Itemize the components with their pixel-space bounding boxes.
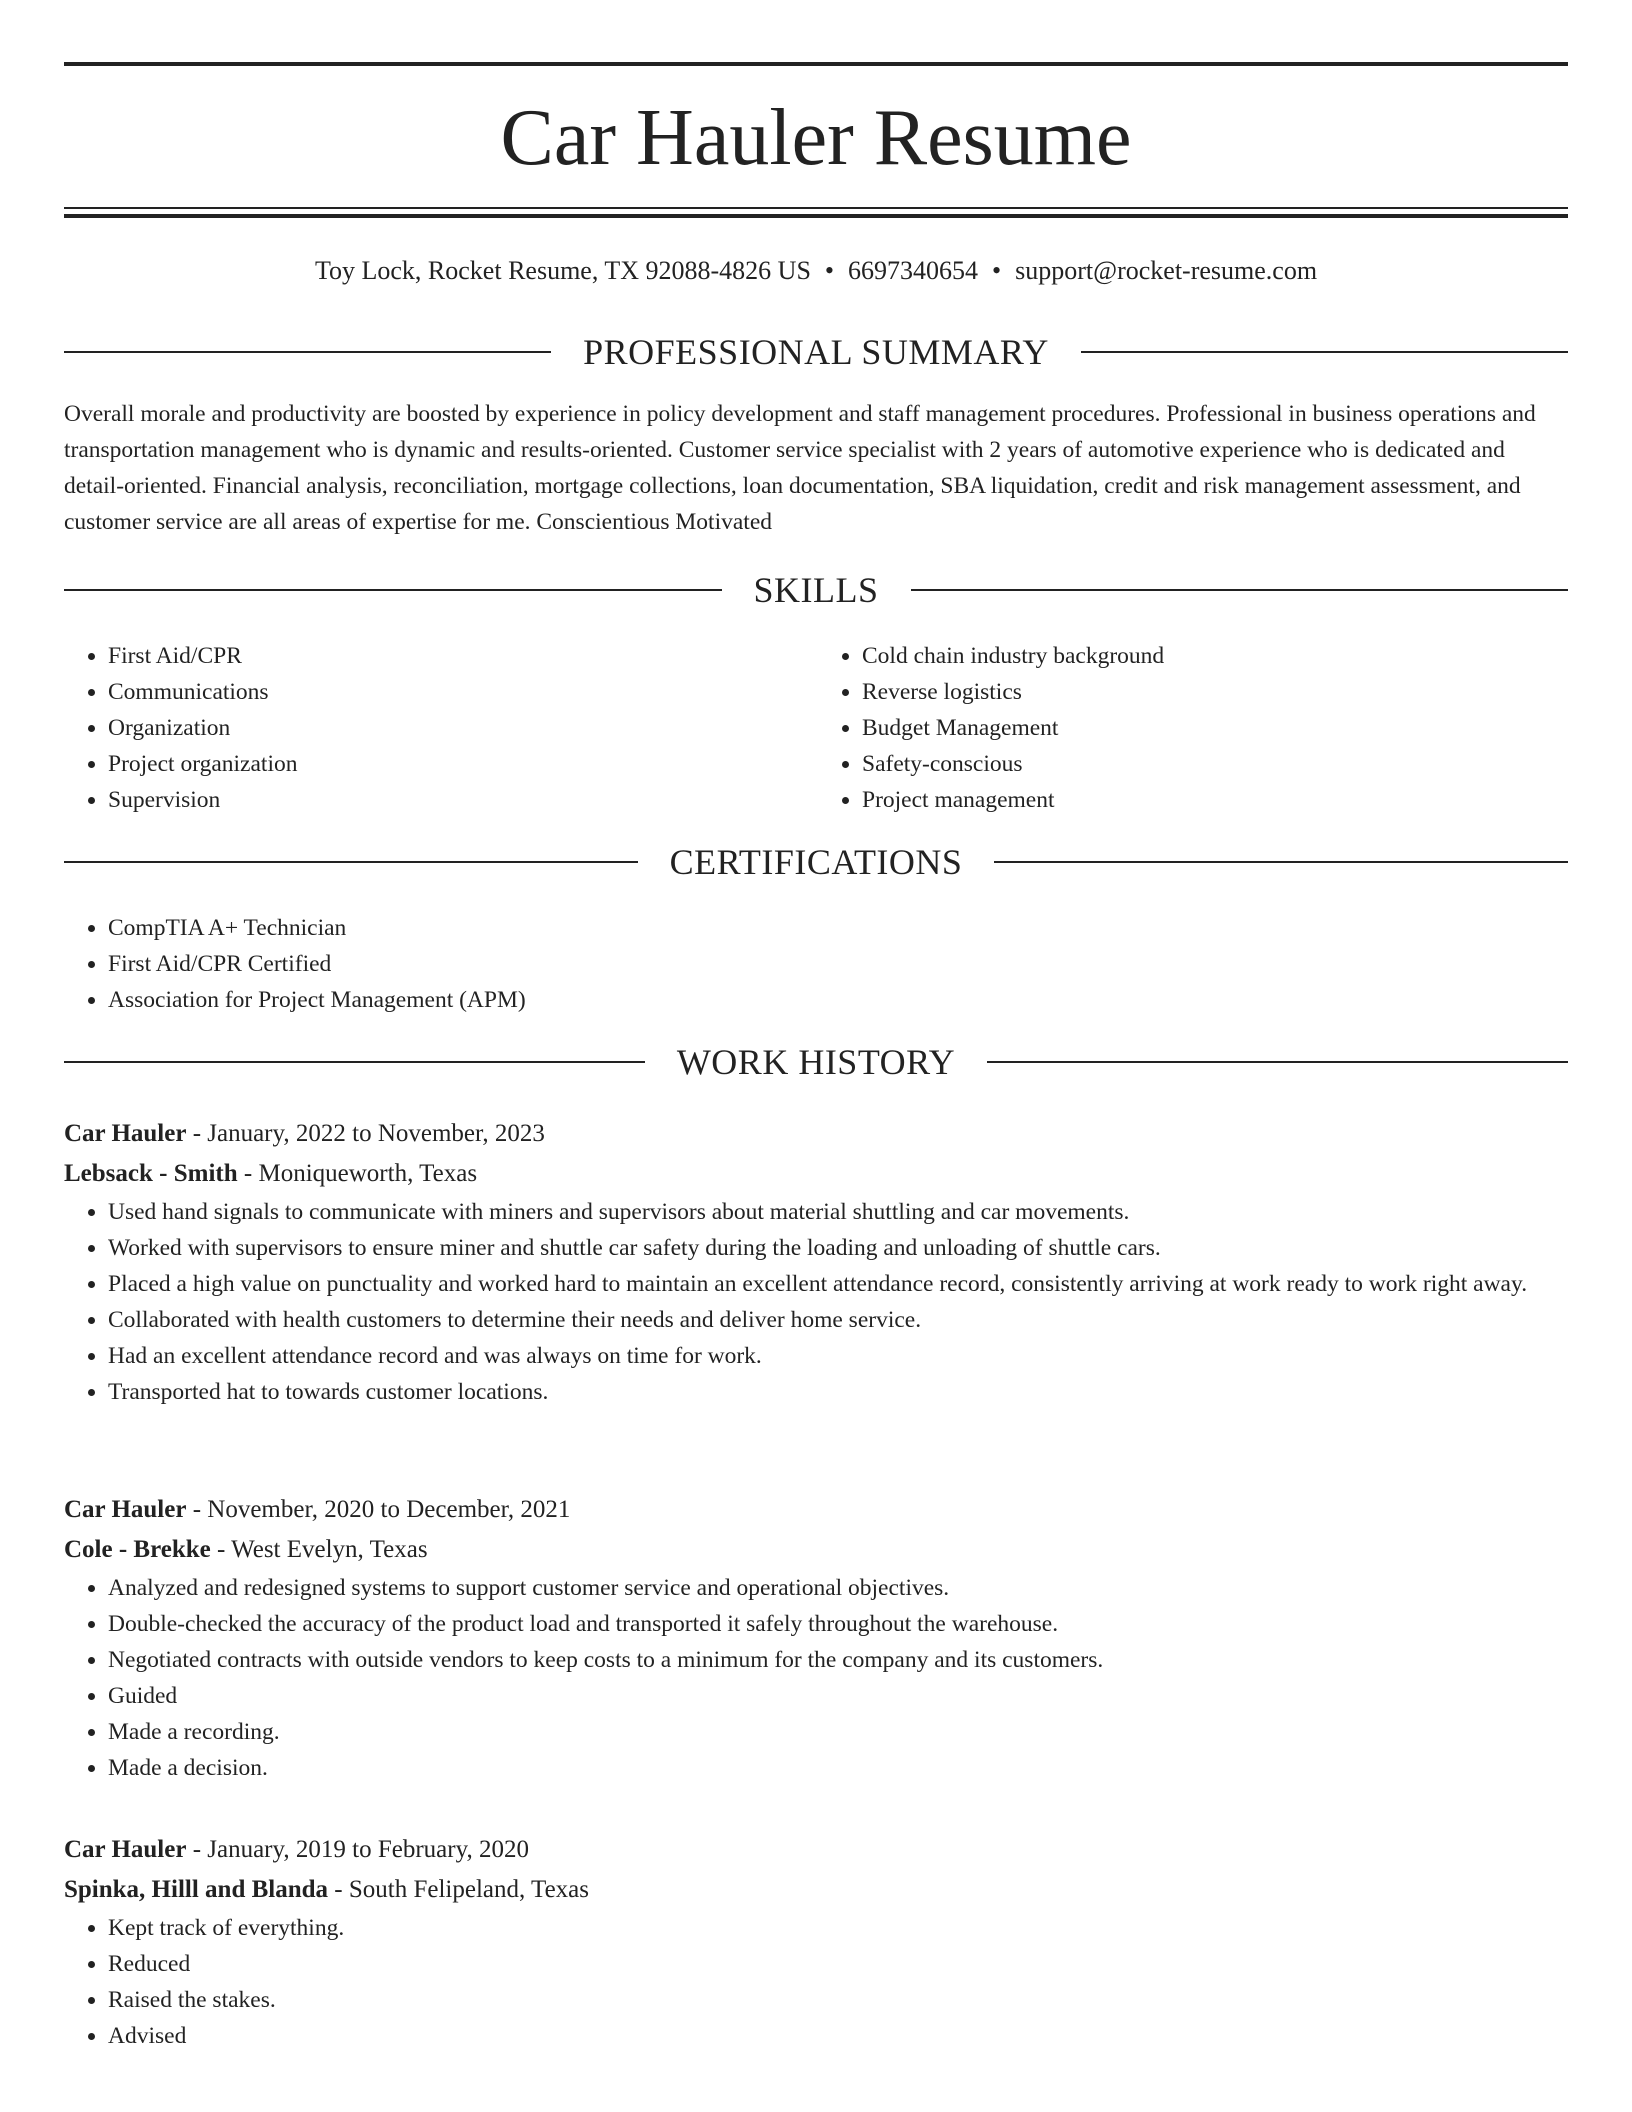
job-location: Moniqueworth, Texas (258, 1160, 478, 1187)
job-bullets (64, 1570, 1568, 1786)
job-title-line (64, 1114, 1568, 1154)
job-company-line (64, 1870, 1568, 1910)
job-title: Car Hauler (64, 1836, 187, 1863)
top-rule (64, 62, 1568, 66)
divider-line (64, 1061, 645, 1063)
divider-line (994, 861, 1568, 863)
section-heading-skills (64, 568, 1568, 612)
job-bullet: • Placed a high value on punctuality and worked hard to maintain an excellent attendance record, consistently arriving at work ready to work right away. (108, 1266, 1568, 1302)
certification-item: • Association for Project Management (APM) (108, 982, 1568, 1018)
dash: - (186, 1120, 208, 1147)
skill-item: • Cold chain industry background (862, 638, 1568, 674)
divider-line (64, 589, 722, 591)
job-bullet: • Analyzed and redesigned systems to support customer service and operational objectives. (108, 1570, 1568, 1606)
skill-item: • Project management (862, 782, 1568, 818)
title-double-rule (64, 207, 1568, 219)
job-dates: January, 2022 to November, 2023 (207, 1120, 545, 1147)
summary-text: Overall morale and productivity are boosted by experience in policy development and staff management procedures. Professional in business operations and transportation management who is dynamic and results-oriented. Customer service specialist with 2 years of automotive experience who is dedicated and detail-oriented. Financial analysis, reconciliation, mortgage collections, loan documentation, SBA liquidation, credit and risk management assessment, and customer service are all areas of expertise for me. Conscientious Motivated (64, 401, 1536, 535)
job-bullet: • Kept track of everything. (108, 1910, 1568, 1946)
divider-line (911, 589, 1569, 591)
job-company: Cole - Brekke (64, 1536, 211, 1563)
summary-section (64, 396, 1568, 540)
work-history-heading: WORK HISTORY (676, 1042, 956, 1082)
contact-email: support@rocket-resume.com (1015, 256, 1318, 285)
job-company-line (64, 1530, 1568, 1570)
divider-line (64, 351, 551, 353)
certifications-heading: CERTIFICATIONS (669, 842, 963, 882)
section-heading-certifications (64, 840, 1568, 884)
divider-line (987, 1061, 1568, 1063)
divider-line (1081, 351, 1568, 353)
job-company: Spinka, Hilll and Blanda (64, 1876, 329, 1903)
section-heading-work-history (64, 1040, 1568, 1084)
job-company: Lebsack - Smith (64, 1160, 238, 1187)
job-bullet: • Made a recording. (108, 1714, 1568, 1750)
job-location: West Evelyn, Texas (231, 1536, 428, 1563)
dash: - (186, 1496, 208, 1523)
job-bullet: • Had an excellent attendance record and was always on time for work. (108, 1338, 1568, 1374)
job-bullet: • Made a decision. (108, 1750, 1568, 1786)
skills-column-right (816, 638, 1568, 818)
title-rule-thick (64, 214, 1568, 218)
job-bullet: • Used hand signals to communicate with miners and supervisors about material shuttling and car movements. (108, 1194, 1568, 1230)
job-entry (64, 1114, 1568, 1410)
contact-line (64, 254, 1568, 288)
job-bullet: • Double-checked the accuracy of the product load and transported it safely throughout the warehouse. (108, 1606, 1568, 1642)
dash: - (186, 1836, 208, 1863)
divider-line (64, 861, 638, 863)
job-bullet: • Worked with supervisors to ensure miner and shuttle car safety during the loading and unloading of shuttle cars. (108, 1230, 1568, 1266)
section-heading-summary (64, 330, 1568, 374)
skills-list (64, 638, 1568, 818)
skill-item: • Reverse logistics (862, 674, 1568, 710)
skill-item: • Organization (108, 710, 816, 746)
contact-phone: 6697340654 (848, 256, 979, 285)
dash: - (210, 1536, 232, 1563)
job-bullet: • Reduced (108, 1946, 1568, 1982)
skill-item: • Supervision (108, 782, 816, 818)
job-bullet: • Negotiated contracts with outside vendors to keep costs to a minimum for the company and its customers. (108, 1642, 1568, 1678)
job-bullet: • Guided (108, 1678, 1568, 1714)
summary-heading: PROFESSIONAL SUMMARY (583, 332, 1049, 372)
job-bullets (64, 1910, 1568, 2054)
contact-separator: • (824, 256, 835, 285)
job-bullet: • Transported hat to towards customer locations. (108, 1374, 1568, 1410)
job-bullet: • Raised the stakes. (108, 1982, 1568, 2018)
certification-item: • CompTIA A+ Technician (108, 910, 1568, 946)
job-entry (64, 1490, 1568, 1786)
skill-item: • Budget Management (862, 710, 1568, 746)
skill-item: • Safety-conscious (862, 746, 1568, 782)
resume-title: Car Hauler Resume (500, 94, 1132, 182)
skill-item: • Project organization (108, 746, 816, 782)
certifications-list (64, 910, 1568, 1018)
skills-column-left (64, 638, 816, 818)
job-dates: January, 2019 to February, 2020 (207, 1836, 529, 1863)
job-title-line (64, 1830, 1568, 1870)
job-title: Car Hauler (64, 1496, 187, 1523)
title-rule-thin (64, 207, 1568, 209)
job-dates: November, 2020 to December, 2021 (207, 1496, 571, 1523)
skills-heading: SKILLS (753, 570, 879, 610)
job-title-line (64, 1490, 1568, 1530)
job-bullet: • Advised (108, 2018, 1568, 2054)
dash: - (237, 1160, 259, 1187)
job-bullets (64, 1194, 1568, 1410)
job-title: Car Hauler (64, 1120, 187, 1147)
dash: - (328, 1876, 349, 1903)
contact-address: Toy Lock, Rocket Resume, TX 92088-4826 US (314, 256, 811, 285)
contact-separator: • (992, 256, 1002, 285)
job-entry (64, 1830, 1568, 2054)
certification-item: • First Aid/CPR Certified (108, 946, 1568, 982)
job-bullet: • Collaborated with health customers to determine their needs and deliver home service. (108, 1302, 1568, 1338)
job-company-line (64, 1154, 1568, 1194)
skill-item: • First Aid/CPR (108, 638, 816, 674)
skill-item: • Communications (108, 674, 816, 710)
job-location: South Felipeland, Texas (348, 1876, 589, 1903)
